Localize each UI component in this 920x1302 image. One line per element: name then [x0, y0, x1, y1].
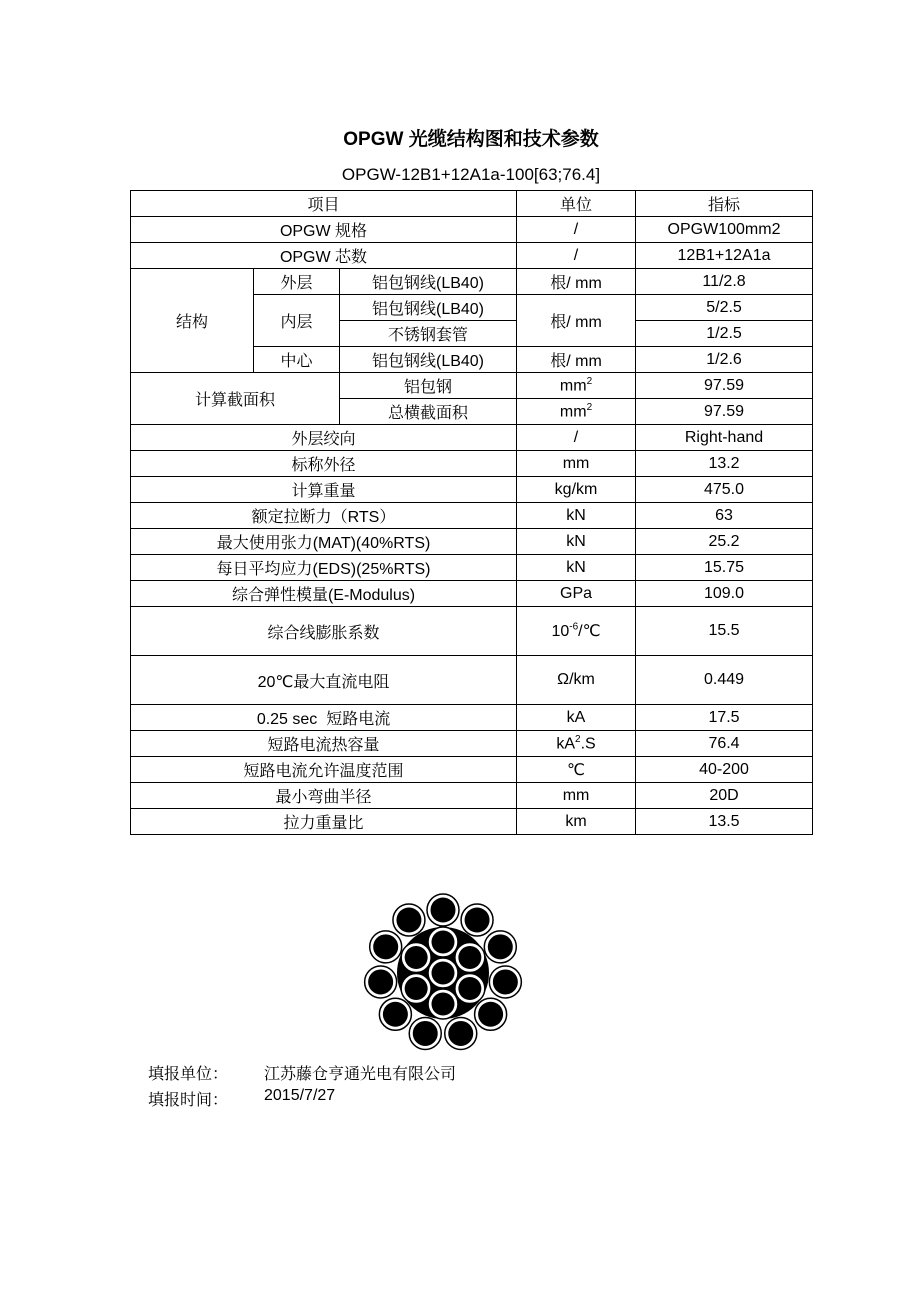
row-value: 97.59 — [636, 399, 813, 425]
parameter-table — [130, 190, 813, 835]
row-label: OPGW 规格 — [131, 217, 517, 243]
footer-time-value: 2015/7/27 — [264, 1087, 336, 1104]
row-label: 标称外径 — [131, 451, 517, 477]
outer-wire-core — [488, 934, 513, 959]
row-unit: Ω/km — [517, 656, 636, 705]
outer-wire-core — [396, 908, 421, 933]
row-part: 铝包钢线(LB40) — [340, 347, 517, 373]
inner-wire-core — [458, 977, 481, 1000]
table-row — [131, 809, 813, 835]
row-label: 短路电流允许温度范围 — [131, 757, 517, 783]
outer-wire-core — [413, 1021, 438, 1046]
row-value: 1/2.6 — [636, 347, 813, 373]
row-part: 铝包钢 — [340, 373, 517, 399]
row-part: 铝包钢线(LB40) — [340, 295, 517, 321]
row-unit: 根/ mm — [517, 295, 636, 347]
row-unit: 根/ mm — [517, 347, 636, 373]
row-layer: 外层 — [254, 269, 340, 295]
outer-wire-core — [465, 908, 490, 933]
footer-unit-value: 江苏藤仓亨通光电有限公司 — [264, 1066, 457, 1083]
row-value: 11/2.8 — [636, 269, 813, 295]
footer-unit — [148, 1061, 457, 1084]
row-value: 0.449 — [636, 656, 813, 705]
row-unit: / — [517, 217, 636, 243]
table-header — [131, 191, 813, 217]
inner-wire-core — [432, 931, 455, 954]
row-unit — [517, 731, 636, 757]
header-item: 项目 — [131, 191, 517, 217]
row-unit — [517, 399, 636, 425]
row-label: 最小弯曲半径 — [131, 783, 517, 809]
row-unit: kN — [517, 503, 636, 529]
row-label: OPGW 芯数 — [131, 243, 517, 269]
table-row — [131, 243, 813, 269]
table-row — [131, 705, 813, 731]
outer-wire-core — [493, 969, 518, 994]
table-row — [131, 451, 813, 477]
row-value: OPGW100mm2 — [636, 217, 813, 243]
outer-wire-core — [368, 969, 393, 994]
table-row — [131, 731, 813, 757]
table-row — [131, 581, 813, 607]
row-value: 475.0 — [636, 477, 813, 503]
row-unit: 根/ mm — [517, 269, 636, 295]
row-label: 拉力重量比 — [131, 809, 517, 835]
row-unit: / — [517, 425, 636, 451]
table-row — [131, 373, 813, 399]
row-value: 17.5 — [636, 705, 813, 731]
row-value: 20D — [636, 783, 813, 809]
row-label: 额定拉断力（RTS） — [131, 503, 517, 529]
row-unit: / — [517, 243, 636, 269]
row-unit: mm — [517, 783, 636, 809]
unit-text: 10 — [551, 623, 570, 640]
table-row — [131, 269, 813, 295]
row-unit: kN — [517, 555, 636, 581]
row-value: 1/2.5 — [636, 321, 813, 347]
row-value: 5/2.5 — [636, 295, 813, 321]
footer-time-label: 填报时间： — [148, 1092, 229, 1109]
unit-sup: 2 — [575, 733, 581, 745]
row-label: 最大使用张力(MAT)(40%RTS) — [131, 529, 517, 555]
row-label: 综合弹性模量(E-Modulus) — [131, 581, 517, 607]
row-unit — [517, 607, 636, 656]
unit-sup: 2 — [586, 375, 593, 387]
row-label: 短路电流热容量 — [131, 731, 517, 757]
outer-wire-core — [373, 934, 398, 959]
cable-cross-section-diagram — [355, 885, 535, 1065]
inner-wire-core — [432, 993, 455, 1016]
row-label: 20℃最大直流电阻 — [131, 656, 517, 705]
table-row — [131, 607, 813, 656]
row-value: 12B1+12A1a — [636, 243, 813, 269]
unit-text: .S — [580, 735, 596, 753]
table-row — [131, 425, 813, 451]
row-value: 109.0 — [636, 581, 813, 607]
header-value: 指标 — [636, 191, 813, 217]
row-value: 15.75 — [636, 555, 813, 581]
row-value: 63 — [636, 503, 813, 529]
footer-time — [148, 1087, 336, 1110]
area-label: 计算截面积 — [131, 373, 340, 425]
inner-wire-core — [458, 946, 481, 969]
row-value: 13.2 — [636, 451, 813, 477]
table-row — [131, 529, 813, 555]
table-row — [131, 477, 813, 503]
outer-wire-core — [478, 1002, 503, 1027]
row-value: 97.59 — [636, 373, 813, 399]
row-unit — [517, 373, 636, 399]
unit-sup: 2 — [586, 401, 593, 413]
unit-text: mm — [559, 403, 587, 421]
row-part: 铝包钢线(LB40) — [340, 269, 517, 295]
outer-wire-core — [448, 1021, 473, 1046]
row-label: 每日平均应力(EDS)(25%RTS) — [131, 555, 517, 581]
row-unit: mm — [517, 451, 636, 477]
table-row — [131, 555, 813, 581]
row-unit: km — [517, 809, 636, 835]
row-layer: 内层 — [254, 295, 340, 347]
outer-wire-core — [383, 1002, 408, 1027]
row-value: 13.5 — [636, 809, 813, 835]
table-row — [131, 503, 813, 529]
inner-wire-core — [405, 977, 428, 1000]
table-row — [131, 217, 813, 243]
row-label: 计算重量 — [131, 477, 517, 503]
center-wire-core — [432, 962, 455, 985]
row-part: 不锈钢套管 — [340, 321, 517, 347]
row-value: 15.5 — [636, 607, 813, 656]
row-unit: kg/km — [517, 477, 636, 503]
row-unit: GPa — [517, 581, 636, 607]
row-value: 25.2 — [636, 529, 813, 555]
inner-wire-core — [405, 946, 428, 969]
row-part: 总横截面积 — [340, 399, 517, 425]
header-unit: 单位 — [517, 191, 636, 217]
table-row — [131, 656, 813, 705]
row-value: Right-hand — [636, 425, 813, 451]
table-row — [131, 783, 813, 809]
row-value: 76.4 — [636, 731, 813, 757]
unit-text: mm — [559, 377, 587, 395]
table-row — [131, 757, 813, 783]
document-title: OPGW 光缆结构图和技术参数 — [343, 129, 599, 150]
footer-unit-label: 填报单位： — [148, 1066, 229, 1083]
row-value: 40-200 — [636, 757, 813, 783]
unit-text: /℃ — [578, 623, 601, 640]
row-layer: 中心 — [254, 347, 340, 373]
row-unit: ℃ — [517, 757, 636, 783]
row-label: 0.25 sec 短路电流 — [131, 705, 517, 731]
outer-wire-core — [431, 898, 456, 923]
unit-text: kA — [556, 735, 575, 753]
row-unit: kN — [517, 529, 636, 555]
row-unit: kA — [517, 705, 636, 731]
unit-sup: -6 — [569, 621, 579, 633]
row-label: 综合线膨胀系数 — [131, 607, 517, 656]
structure-label: 结构 — [131, 269, 254, 373]
cable-model: OPGW-12B1+12A1a-100[63;76.4] — [341, 165, 601, 184]
row-label: 外层绞向 — [131, 425, 517, 451]
